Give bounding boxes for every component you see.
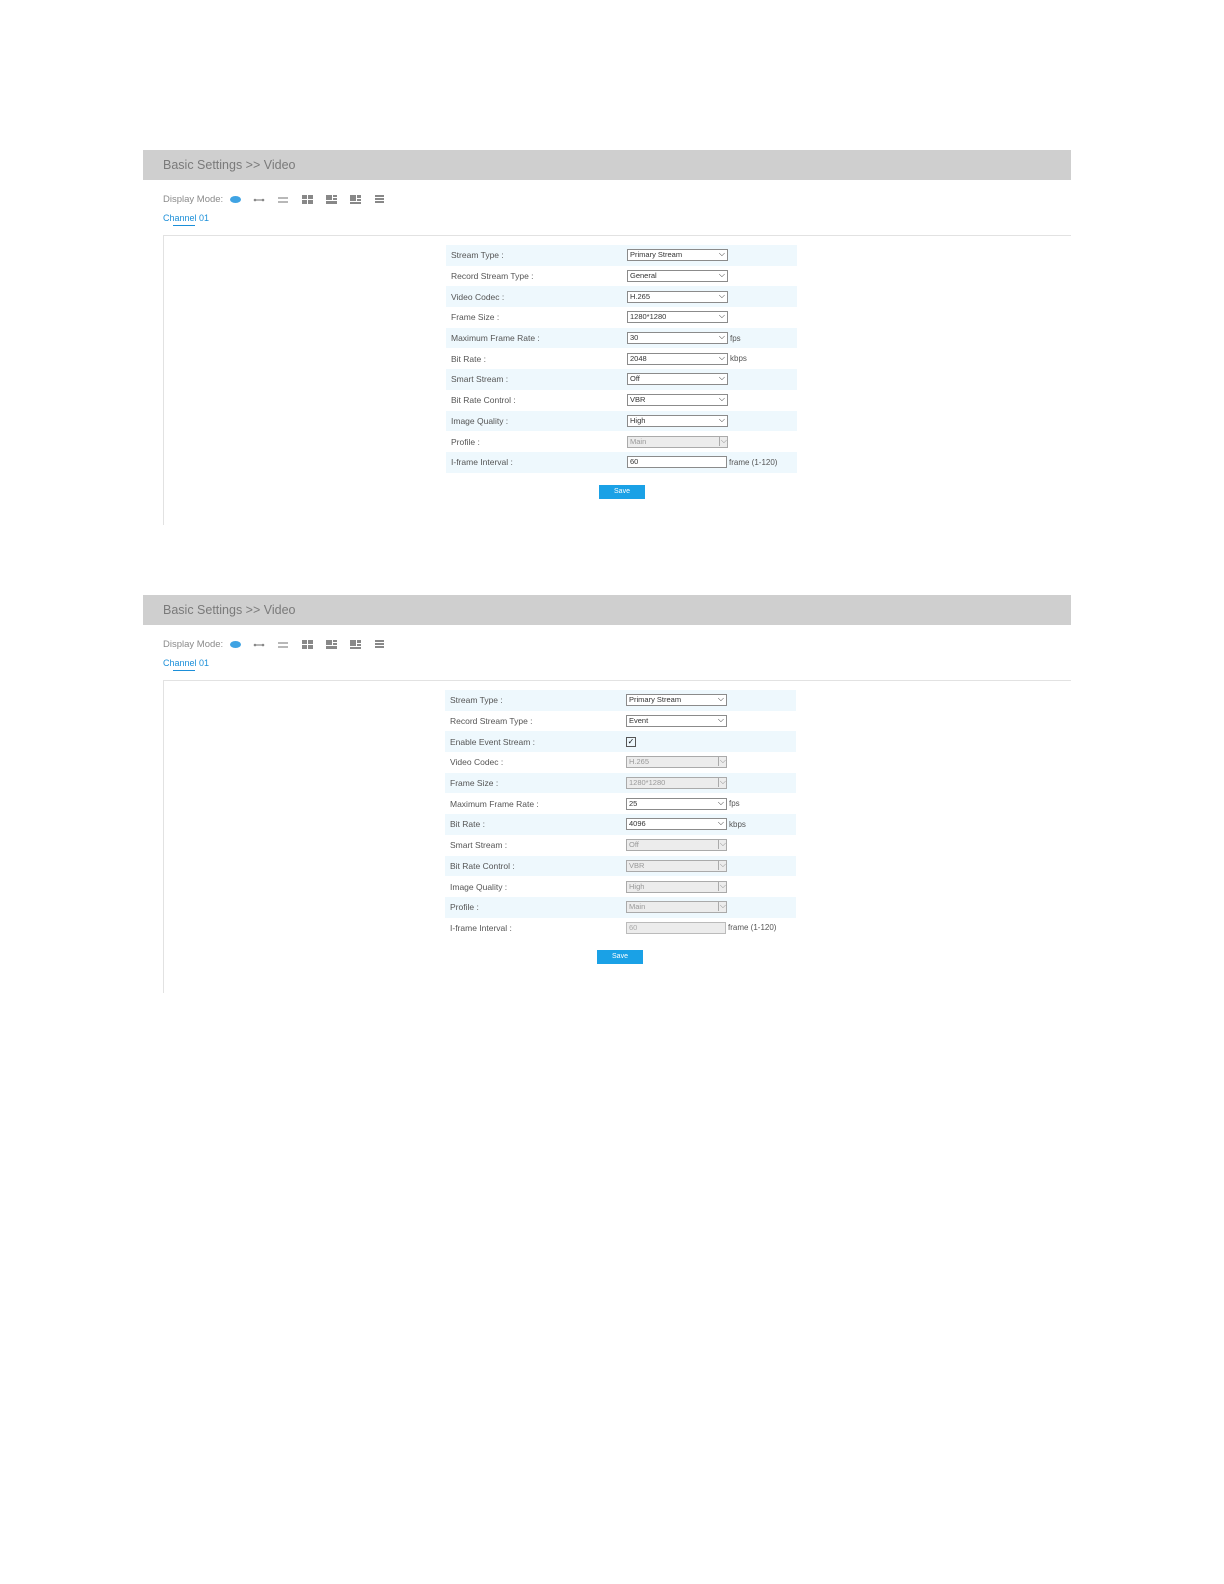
smart-stream-value: Off <box>629 840 639 850</box>
frame-size-value: 1280*1280 <box>630 312 667 322</box>
smart-stream-label: Smart Stream : <box>446 369 627 390</box>
fps-unit: fps <box>729 799 740 809</box>
profile-select <box>626 901 727 913</box>
kbps-unit: kbps <box>729 819 746 829</box>
chevron-down-icon: ⌵ <box>718 311 725 321</box>
video-codec-value: H.265 <box>630 291 651 301</box>
profile-label: Profile : <box>445 897 626 918</box>
max-frame-rate-value: 25 <box>629 798 638 808</box>
chevron-down-icon: ⌵ <box>718 394 725 404</box>
smart-stream-value: Off <box>630 374 640 384</box>
chevron-down-icon: ⌵ <box>719 859 726 869</box>
mode-1plus3-icon[interactable] <box>325 195 337 205</box>
mode-double-icon[interactable] <box>277 640 289 650</box>
chevron-down-icon: ⌵ <box>719 901 726 911</box>
max-frame-rate-label: Maximum Frame Rate : <box>450 798 539 809</box>
chevron-down-icon: ⌵ <box>718 373 725 383</box>
kbps-unit: kbps <box>730 354 747 364</box>
iframe-interval-input[interactable]: 60 <box>627 456 727 468</box>
chevron-down-icon: ⌵ <box>719 777 726 787</box>
form-row-frame-size <box>446 307 797 328</box>
frame-size-label: Frame Size : <box>445 773 626 794</box>
bit-rate-value: 2048 <box>630 353 647 363</box>
mode-1plus5-icon[interactable] <box>349 640 361 650</box>
profile-label: Profile : <box>451 436 480 447</box>
form-row-stream-type <box>445 690 796 711</box>
mode-quad-icon[interactable] <box>301 640 313 650</box>
profile-value: Main <box>629 902 646 912</box>
video-settings-panel-event <box>143 595 1071 993</box>
stream-type-value: Primary Stream <box>629 695 682 705</box>
breadcrumb: Basic Settings >> Video <box>143 150 1071 180</box>
form-row-iframe-interval <box>446 452 797 473</box>
chevron-down-icon: ⌵ <box>719 880 726 890</box>
video-settings-form <box>446 245 797 473</box>
image-quality-label: Image Quality : <box>446 411 627 432</box>
iframe-interval-input: 60 <box>626 922 726 934</box>
display-mode-label: Display Mode: <box>163 639 224 650</box>
form-row-max-frame-rate <box>446 328 797 349</box>
form-row-bit-rate-control <box>445 856 796 877</box>
form-row-video-codec <box>445 752 796 773</box>
iframe-range-unit: frame (1-120) <box>729 457 778 467</box>
max-frame-rate-select[interactable] <box>626 798 727 810</box>
mode-circle-icon[interactable] <box>229 640 241 650</box>
chevron-down-icon: ⌵ <box>717 797 724 807</box>
image-quality-value: High <box>630 415 646 425</box>
video-codec-value: H.265 <box>629 757 650 767</box>
chevron-down-icon: ⌵ <box>717 694 724 704</box>
video-codec-label: Video Codec : <box>450 757 504 768</box>
smart-stream-select <box>626 839 727 851</box>
smart-stream-label: Smart Stream : <box>450 840 508 851</box>
mode-list-icon[interactable] <box>373 195 385 205</box>
max-frame-rate-select[interactable] <box>627 332 728 344</box>
mode-double-icon[interactable] <box>277 195 289 205</box>
bit-rate-label: Bit Rate : <box>451 353 486 364</box>
iframe-range-unit: frame (1-120) <box>728 923 777 933</box>
form-row-enable-event-stream <box>445 731 796 752</box>
frame-size-select[interactable] <box>627 311 728 323</box>
display-mode-label: Display Mode: <box>163 194 224 205</box>
display-mode-row <box>163 194 397 205</box>
bit-rate-select[interactable] <box>627 353 728 365</box>
form-row-smart-stream <box>446 369 797 390</box>
mode-quad-icon[interactable] <box>301 195 313 205</box>
record-stream-type-select[interactable] <box>627 270 728 282</box>
video-codec-select[interactable] <box>627 291 728 303</box>
save-button[interactable]: Save <box>597 950 643 964</box>
stream-type-select[interactable] <box>626 694 727 706</box>
image-quality-label: Image Quality : <box>450 881 508 892</box>
frame-size-label: Frame Size : <box>451 312 500 323</box>
chevron-down-icon: ⌵ <box>718 270 725 280</box>
frame-size-select <box>626 777 727 789</box>
bit-rate-control-label: Bit Rate Control : <box>451 395 516 406</box>
iframe-interval-label: I-frame Interval : <box>450 922 512 933</box>
stream-type-label: Stream Type : <box>445 690 626 711</box>
form-row-profile <box>445 897 796 918</box>
tab-channel-label: Channel 01 <box>163 213 210 223</box>
record-stream-type-value: Event <box>629 716 649 726</box>
bit-rate-control-select[interactable] <box>627 394 728 406</box>
chevron-down-icon: ⌵ <box>718 249 725 259</box>
bit-rate-control-select <box>626 860 727 872</box>
chevron-down-icon: ⌵ <box>718 332 725 342</box>
breadcrumb: Basic Settings >> Video <box>143 595 1071 625</box>
form-row-bit-rate <box>445 814 796 835</box>
video-codec-select <box>626 756 727 768</box>
chevron-down-icon: ⌵ <box>718 290 725 300</box>
enable-event-stream-checkbox[interactable]: ✓ <box>627 737 635 747</box>
form-row-stream-type <box>446 245 797 266</box>
bit-rate-select[interactable] <box>626 818 727 830</box>
mode-1plus5-icon[interactable] <box>349 195 361 205</box>
chevron-down-icon: ⌵ <box>719 756 726 766</box>
form-row-max-frame-rate <box>445 793 796 814</box>
record-stream-type-label: Record Stream Type : <box>450 716 533 727</box>
chevron-down-icon: ⌵ <box>720 435 727 445</box>
video-settings-panel-general <box>143 150 1071 525</box>
fps-unit: fps <box>730 333 741 343</box>
display-mode-row <box>163 639 397 650</box>
bit-rate-label: Bit Rate : <box>445 814 626 835</box>
profile-value: Main <box>630 436 647 446</box>
mode-single-icon[interactable] <box>253 195 265 205</box>
chevron-down-icon: ⌵ <box>717 715 724 725</box>
image-quality-select <box>626 881 727 893</box>
chevron-down-icon: ⌵ <box>717 818 724 828</box>
form-row-image-quality <box>446 411 797 432</box>
form-row-video-codec <box>446 286 797 307</box>
tab-channel-01[interactable] <box>163 213 209 223</box>
save-button[interactable]: Save <box>599 485 645 499</box>
image-quality-select[interactable] <box>627 415 728 427</box>
record-stream-type-label: Record Stream Type : <box>451 271 534 282</box>
mode-list-icon[interactable] <box>373 640 385 650</box>
form-row-bit-rate <box>446 348 797 369</box>
form-row-image-quality <box>445 876 796 897</box>
frame-size-value: 1280*1280 <box>629 778 666 788</box>
record-stream-type-value: General <box>630 271 657 281</box>
form-row-record-stream-type <box>446 266 797 287</box>
chevron-down-icon: ⌵ <box>718 414 725 424</box>
profile-select <box>627 436 728 448</box>
stream-type-select[interactable] <box>627 249 728 261</box>
max-frame-rate-label: Maximum Frame Rate : <box>446 328 627 349</box>
form-row-record-stream-type <box>445 711 796 732</box>
form-row-frame-size <box>445 773 796 794</box>
tab-channel-label: Channel 01 <box>163 658 210 668</box>
bit-rate-value: 4096 <box>629 819 646 829</box>
chevron-down-icon: ⌵ <box>719 839 726 849</box>
iframe-interval-label: I-frame Interval : <box>446 452 627 473</box>
mode-circle-icon[interactable] <box>229 195 241 205</box>
form-row-bit-rate-control <box>446 390 797 411</box>
bit-rate-control-value: VBR <box>630 395 646 405</box>
form-row-iframe-interval <box>445 918 796 939</box>
tab-channel-01[interactable] <box>163 658 209 668</box>
bit-rate-control-value: VBR <box>629 860 645 870</box>
stream-type-value: Primary Stream <box>630 250 683 260</box>
max-frame-rate-value: 30 <box>630 333 639 343</box>
video-settings-form <box>445 690 796 938</box>
enable-event-stream-label: Enable Event Stream : <box>445 731 626 752</box>
stream-type-label: Stream Type : <box>446 245 627 266</box>
form-row-profile <box>446 431 797 452</box>
image-quality-value: High <box>629 881 645 891</box>
record-stream-type-select[interactable] <box>626 715 727 727</box>
mode-1plus3-icon[interactable] <box>325 640 337 650</box>
video-codec-label: Video Codec : <box>446 286 627 307</box>
bit-rate-control-label: Bit Rate Control : <box>445 856 626 877</box>
chevron-down-icon: ⌵ <box>718 352 725 362</box>
mode-single-icon[interactable] <box>253 640 265 650</box>
form-row-smart-stream <box>445 835 796 856</box>
smart-stream-select[interactable] <box>627 373 728 385</box>
